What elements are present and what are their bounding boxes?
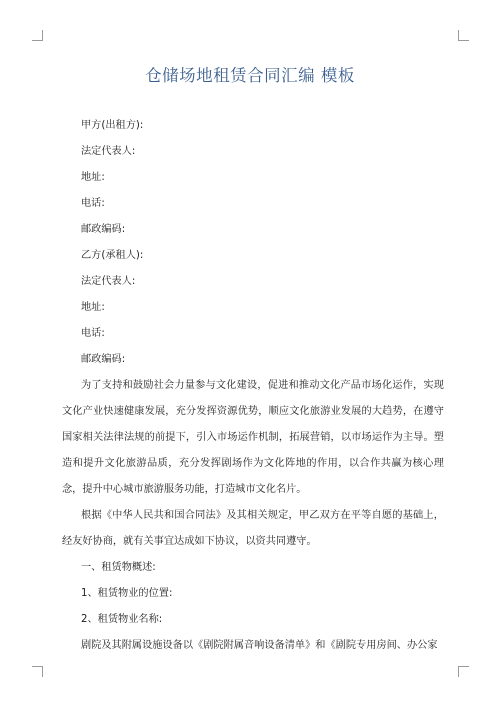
page-corner-mark — [458, 30, 469, 41]
page-corner-mark — [458, 666, 469, 677]
party-a-postcode: 邮政编码: — [81, 224, 126, 235]
document-title: 仓储场地租赁合同汇编 模板 — [145, 66, 355, 85]
party-a-phone: 电话: — [81, 198, 105, 209]
page-corner-mark — [32, 666, 43, 677]
party-b-label: 乙方(承租人): — [81, 250, 144, 261]
document-body — [62, 113, 444, 659]
party-b-address: 地址: — [81, 302, 105, 313]
party-b-representative: 法定代表人: — [81, 276, 136, 287]
party-b-phone: 电话: — [81, 328, 105, 339]
legal-basis-paragraph: 根据《中华人民共和国合同法》及其相关规定，甲乙双方在平等自愿的基础上，经友好协商，就有关事宜达成如下协议，以资共同遵守。 — [62, 510, 444, 547]
preamble-paragraph: 为了支持和鼓励社会力量参与文化建设，促进和推动文化产品市场化运作，实现文化产业快速健康发展，充分发挥资源优势，顺应文化旅游业发展的大趋势，在遵守国家相关法律法规的前提下，引入市场运作机制，拓展营销，以市场运作为主导。塑造和提升文化旅游品质，充分发挥剧场作为文化阵地的作用，以合作共赢为核心理念，提升中心城市旅游服务功能，打造城市文化名片。 — [62, 380, 444, 495]
clause-item: 2、租赁物业名称: — [81, 614, 163, 625]
section-heading: 一、租赁物概述: — [81, 562, 156, 573]
party-a-label: 甲方(出租方): — [81, 120, 144, 131]
clause-text: 剧院及其附属设施设备以《剧院附属音响设备清单》和《剧院专用房间、办公家 — [81, 640, 438, 651]
clause-item: 1、租赁物业的位置: — [81, 588, 173, 599]
party-b-postcode: 邮政编码: — [81, 354, 126, 365]
party-a-representative: 法定代表人: — [81, 146, 136, 157]
party-a-address: 地址: — [81, 172, 105, 183]
page-corner-mark — [32, 30, 43, 41]
